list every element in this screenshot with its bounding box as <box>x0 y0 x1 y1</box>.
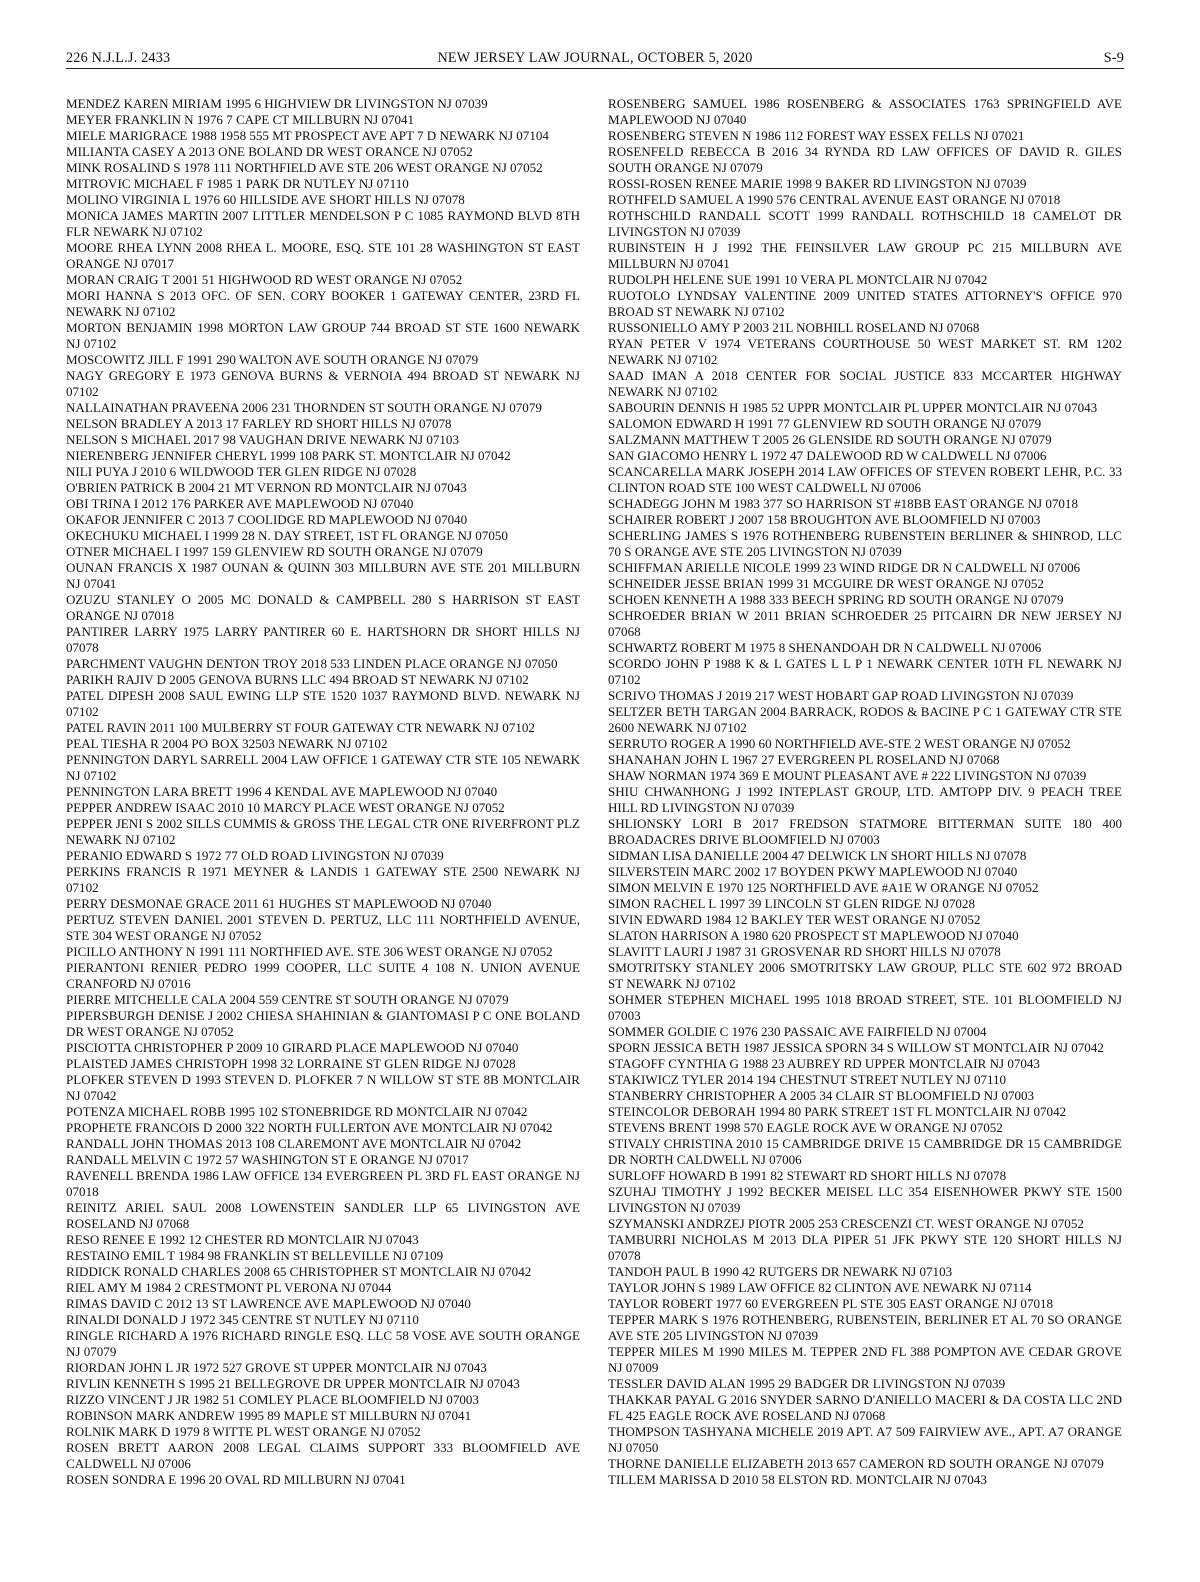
attorney-entry: SCHNEIDER JESSE BRIAN 1999 31 MCGUIRE DR WEST ORANGE NJ 07052 <box>608 576 1044 591</box>
attorney-entry: OBI TRINA I 2012 176 PARKER AVE MAPLEWOOD NJ 07040 <box>66 496 414 511</box>
attorney-entry: RIDDICK RONALD CHARLES 2008 65 CHRISTOPHER ST MONTCLAIR NJ 07042 <box>66 1264 532 1279</box>
attorney-entry: RUOTOLO LYNDSAY VALENTINE 2009 UNITED STATES ATTORNEY'S OFFICE 970 BROAD ST NEWARK NJ 07102 <box>608 288 1122 319</box>
attorney-entry: MINK ROSALIND S 1978 111 NORTHFIELD AVE STE 206 WEST ORANGE NJ 07052 <box>66 160 543 175</box>
attorney-entry: THOMPSON TASHYANA MICHELE 2019 APT. A7 509 FAIRVIEW AVE., APT. A7 ORANGE NJ 07050 <box>608 1424 1122 1455</box>
attorney-entry: SAAD IMAN A 2018 CENTER FOR SOCIAL JUSTICE 833 MCCARTER HIGHWAY NEWARK NJ 07102 <box>608 368 1122 399</box>
attorney-entry: NALLAINATHAN PRAVEENA 2006 231 THORNDEN ST SOUTH ORANGE NJ 07079 <box>66 400 542 415</box>
attorney-entry: SMOTRITSKY STANLEY 2006 SMOTRITSKY LAW GROUP, PLLC STE 602 972 BROAD ST NEWARK NJ 07102 <box>608 960 1122 991</box>
attorney-entry: OZUZU STANLEY O 2005 MC DONALD & CAMPBELL 280 S HARRISON ST EAST ORANGE NJ 07018 <box>66 592 580 623</box>
attorney-entry: TILLEM MARISSA D 2010 58 ELSTON RD. MONTCLAIR NJ 07043 <box>608 1472 987 1487</box>
attorney-entry: SILVERSTEIN MARC 2002 17 BOYDEN PKWY MAPLEWOOD NJ 07040 <box>608 864 1018 879</box>
attorney-entry: SALZMANN MATTHEW T 2005 26 GLENSIDE RD SOUTH ORANGE NJ 07079 <box>608 432 1052 447</box>
right-column <box>608 96 1122 1488</box>
attorney-entry: NELSON S MICHAEL 2017 98 VAUGHAN DRIVE NEWARK NJ 07103 <box>66 432 459 447</box>
attorney-entry: PIERANTONI RENIER PEDRO 1999 COOPER, LLC SUITE 4 108 N. UNION AVENUE CRANFORD NJ 07016 <box>66 960 580 991</box>
header-citation: 226 N.J.L.J. 2433 <box>66 50 171 66</box>
attorney-entry: PERRY DESMONAE GRACE 2011 61 HUGHES ST MAPLEWOOD NJ 07040 <box>66 896 492 911</box>
attorney-entry: RIVLIN KENNETH S 1995 21 BELLEGROVE DR UPPER MONTCLAIR NJ 07043 <box>66 1376 520 1391</box>
attorney-entry: SIMON RACHEL L 1997 39 LINCOLN ST GLEN RIDGE NJ 07028 <box>608 896 975 911</box>
attorney-entry: SHIU CHWANHONG J 1992 INTEPLAST GROUP, LTD. AMTOPP DIV. 9 PEACH TREE HILL RD LIVINGSTON NJ 07039 <box>608 784 1122 815</box>
attorney-entry: SCRIVO THOMAS J 2019 217 WEST HOBART GAP ROAD LIVINGSTON NJ 07039 <box>608 688 1074 703</box>
attorney-entry: SZUHAJ TIMOTHY J 1992 BECKER MEISEL LLC 354 EISENHOWER PKWY STE 1500 LIVINGSTON NJ 07039 <box>608 1184 1122 1215</box>
attorney-entry: TAYLOR JOHN S 1989 LAW OFFICE 82 CLINTON AVE NEWARK NJ 07114 <box>608 1280 1032 1295</box>
attorney-entry: PERTUZ STEVEN DANIEL 2001 STEVEN D. PERTUZ, LLC 111 NORTHFIELD AVENUE, STE 304 WEST ORANGE NJ 07052 <box>66 912 580 943</box>
running-header <box>66 50 1124 69</box>
attorney-entry: RANDALL JOHN THOMAS 2013 108 CLAREMONT AVE MONTCLAIR NJ 07042 <box>66 1136 522 1151</box>
attorney-entry: RESO RENEE E 1992 12 CHESTER RD MONTCLAIR NJ 07043 <box>66 1232 419 1247</box>
attorney-entry: NILI PUYA J 2010 6 WILDWOOD TER GLEN RIDGE NJ 07028 <box>66 464 417 479</box>
attorney-entry: SELTZER BETH TARGAN 2004 BARRACK, RODOS & BACINE P C 1 GATEWAY CTR STE 2600 NEWARK NJ 07102 <box>608 704 1122 735</box>
attorney-entry: RINGLE RICHARD A 1976 RICHARD RINGLE ESQ. LLC 58 VOSE AVE SOUTH ORANGE NJ 07079 <box>66 1328 580 1359</box>
attorney-entry: MORAN CRAIG T 2001 51 HIGHWOOD RD WEST ORANGE NJ 07052 <box>66 272 463 287</box>
attorney-entry: RIZZO VINCENT J JR 1982 51 COMLEY PLACE BLOOMFIELD NJ 07003 <box>66 1392 479 1407</box>
attorney-entry: RINALDI DONALD J 1972 345 CENTRE ST NUTLEY NJ 07110 <box>66 1312 419 1327</box>
attorney-entry: SHANAHAN JOHN L 1967 27 EVERGREEN PL ROSELAND NJ 07068 <box>608 752 1000 767</box>
attorney-entry: RIMAS DAVID C 2012 13 ST LAWRENCE AVE MAPLEWOOD NJ 07040 <box>66 1296 471 1311</box>
attorney-entry: SLAVITT LAURI J 1987 31 GROSVENAR RD SHORT HILLS NJ 07078 <box>608 944 1001 959</box>
attorney-entry: SURLOFF HOWARD B 1991 82 STEWART RD SHORT HILLS NJ 07078 <box>608 1168 1007 1183</box>
attorney-entry: TAMBURRI NICHOLAS M 2013 DLA PIPER 51 JFK PKWY STE 120 SHORT HILLS NJ 07078 <box>608 1232 1122 1263</box>
attorney-entry: PENNINGTON LARA BRETT 1996 4 KENDAL AVE MAPLEWOOD NJ 07040 <box>66 784 498 799</box>
attorney-entry: MORTON BENJAMIN 1998 MORTON LAW GROUP 744 BROAD ST STE 1600 NEWARK NJ 07102 <box>66 320 580 351</box>
attorney-entry: SCHWARTZ ROBERT M 1975 8 SHENANDOAH DR N CALDWELL NJ 07006 <box>608 640 1042 655</box>
attorney-entry: SCHERLING JAMES S 1976 ROTHENBERG RUBENSTEIN BERLINER & SHINROD, LLC 70 S ORANGE AVE STE 205 LIVINGSTON NJ 07039 <box>608 528 1122 559</box>
attorney-entry: MOSCOWITZ JILL F 1991 290 WALTON AVE SOUTH ORANGE NJ 07079 <box>66 352 479 367</box>
attorney-entry: SCHROEDER BRIAN W 2011 BRIAN SCHROEDER 25 PITCAIRN DR NEW JERSEY NJ 07068 <box>608 608 1122 639</box>
attorney-entry: ROSSI-ROSEN RENEE MARIE 1998 9 BAKER RD LIVINGSTON NJ 07039 <box>608 176 1027 191</box>
attorney-entry: SLATON HARRISON A 1980 620 PROSPECT ST MAPLEWOOD NJ 07040 <box>608 928 1019 943</box>
attorney-entry: SCHADEGG JOHN M 1983 377 SO HARRISON ST #18BB EAST ORANGE NJ 07018 <box>608 496 1078 511</box>
attorney-entry: STAGOFF CYNTHIA G 1988 23 AUBREY RD UPPER MONTCLAIR NJ 07043 <box>608 1056 1040 1071</box>
attorney-entry: PATEL DIPESH 2008 SAUL EWING LLP STE 1520 1037 RAYMOND BLVD. NEWARK NJ 07102 <box>66 688 580 719</box>
attorney-entry: SPORN JESSICA BETH 1987 JESSICA SPORN 34 S WILLOW ST MONTCLAIR NJ 07042 <box>608 1040 1104 1055</box>
attorney-entry: STEINCOLOR DEBORAH 1994 80 PARK STREET 1ST FL MONTCLAIR NJ 07042 <box>608 1104 1067 1119</box>
attorney-entry: PARCHMENT VAUGHN DENTON TROY 2018 533 LINDEN PLACE ORANGE NJ 07050 <box>66 656 558 671</box>
attorney-entry: RIORDAN JOHN L JR 1972 527 GROVE ST UPPER MONTCLAIR NJ 07043 <box>66 1360 487 1375</box>
attorney-entry: RUDOLPH HELENE SUE 1991 10 VERA PL MONTCLAIR NJ 07042 <box>608 272 988 287</box>
attorney-entry: ROBINSON MARK ANDREW 1995 89 MAPLE ST MILLBURN NJ 07041 <box>66 1408 472 1423</box>
attorney-entry: SCHIFFMAN ARIELLE NICOLE 1999 23 WIND RIDGE DR N CALDWELL NJ 07006 <box>608 560 1081 575</box>
attorney-entry: OUNAN FRANCIS X 1987 OUNAN & QUINN 303 MILLBURN AVE STE 201 MILLBURN NJ 07041 <box>66 560 580 591</box>
attorney-entry: ROSEN SONDRA E 1996 20 OVAL RD MILLBURN NJ 07041 <box>66 1472 406 1487</box>
attorney-entry: SCHOEN KENNETH A 1988 333 BEECH SPRING RD SOUTH ORANGE NJ 07079 <box>608 592 1064 607</box>
attorney-entry: PLOFKER STEVEN D 1993 STEVEN D. PLOFKER 7 N WILLOW ST STE 8B MONTCLAIR NJ 07042 <box>66 1072 580 1103</box>
attorney-entry: PROPHETE FRANCOIS D 2000 322 NORTH FULLERTON AVE MONTCLAIR NJ 07042 <box>66 1120 553 1135</box>
attorney-entry: SHLIONSKY LORI B 2017 FREDSON STATMORE BITTERMAN SUITE 180 400 BROADACRES DRIVE BLOOMFIELD NJ 07003 <box>608 816 1122 847</box>
attorney-entry: PARIKH RAJIV D 2005 GENOVA BURNS LLC 494 BROAD ST NEWARK NJ 07102 <box>66 672 529 687</box>
attorney-entry: MITROVIC MICHAEL F 1985 1 PARK DR NUTLEY NJ 07110 <box>66 176 409 191</box>
attorney-entry: STEVENS BRENT 1998 570 EAGLE ROCK AVE W ORANGE NJ 07052 <box>608 1120 1003 1135</box>
attorney-entry: RANDALL MELVIN C 1972 57 WASHINGTON ST E ORANGE NJ 07017 <box>66 1152 469 1167</box>
attorney-entry: PEPPER ANDREW ISAAC 2010 10 MARCY PLACE WEST ORANGE NJ 07052 <box>66 800 505 815</box>
attorney-entry: NIERENBERG JENNIFER CHERYL 1999 108 PARK ST. MONTCLAIR NJ 07042 <box>66 448 511 463</box>
attorney-entry: PIPERSBURGH DENISE J 2002 CHIESA SHAHINIAN & GIANTOMASI P C ONE BOLAND DR WEST ORANGE NJ 07052 <box>66 1008 580 1039</box>
attorney-entry: ROSENBERG STEVEN N 1986 112 FOREST WAY ESSEX FELLS NJ 07021 <box>608 128 1025 143</box>
attorney-entry: SIDMAN LISA DANIELLE 2004 47 DELWICK LN SHORT HILLS NJ 07078 <box>608 848 1027 863</box>
attorney-entry: TESSLER DAVID ALAN 1995 29 BADGER DR LIVINGSTON NJ 07039 <box>608 1376 1006 1391</box>
attorney-entry: MEYER FRANKLIN N 1976 7 CAPE CT MILLBURN NJ 07041 <box>66 112 415 127</box>
attorney-entry: OKECHUKU MICHAEL I 1999 28 N. DAY STREET, 1ST FL ORANGE NJ 07050 <box>66 528 508 543</box>
attorney-entry: SALOMON EDWARD H 1991 77 GLENVIEW RD SOUTH ORANGE NJ 07079 <box>608 416 1042 431</box>
attorney-entry: MIELE MARIGRACE 1988 1958 555 MT PROSPECT AVE APT 7 D NEWARK NJ 07104 <box>66 128 549 143</box>
attorney-entry: ROSENBERG SAMUEL 1986 ROSENBERG & ASSOCIATES 1763 SPRINGFIELD AVE MAPLEWOOD NJ 07040 <box>608 96 1122 127</box>
header-page-number: S-9 <box>1103 50 1124 66</box>
attorney-entry: PEPPER JENI S 2002 SILLS CUMMIS & GROSS THE LEGAL CTR ONE RIVERFRONT PLZ NEWARK NJ 07102 <box>66 816 580 847</box>
attorney-entry: PEAL TIESHA R 2004 PO BOX 32503 NEWARK NJ 07102 <box>66 736 388 751</box>
attorney-entry: REINITZ ARIEL SAUL 2008 LOWENSTEIN SANDLER LLP 65 LIVINGSTON AVE ROSELAND NJ 07068 <box>66 1200 580 1231</box>
attorney-entry: SOHMER STEPHEN MICHAEL 1995 1018 BROAD STREET, STE. 101 BLOOMFIELD NJ 07003 <box>608 992 1122 1023</box>
attorney-entry: STANBERRY CHRISTOPHER A 2005 34 CLAIR ST BLOOMFIELD NJ 07003 <box>608 1088 1035 1103</box>
attorney-entry: ROTHSCHILD RANDALL SCOTT 1999 RANDALL ROTHSCHILD 18 CAMELOT DR LIVINGSTON NJ 07039 <box>608 208 1122 239</box>
attorney-entry: O'BRIEN PATRICK B 2004 21 MT VERNON RD MONTCLAIR NJ 07043 <box>66 480 467 495</box>
attorney-entry: SCORDO JOHN P 1988 K & L GATES L L P 1 NEWARK CENTER 10TH FL NEWARK NJ 07102 <box>608 656 1122 687</box>
attorney-entry: PICILLO ANTHONY N 1991 111 NORTHFIED AVE. STE 306 WEST ORANGE NJ 07052 <box>66 944 553 959</box>
attorney-entry: OKAFOR JENNIFER C 2013 7 COOLIDGE RD MAPLEWOOD NJ 07040 <box>66 512 468 527</box>
attorney-entry: SIMON MELVIN E 1970 125 NORTHFIELD AVE #A1E W ORANGE NJ 07052 <box>608 880 1039 895</box>
attorney-entry: MENDEZ KAREN MIRIAM 1995 6 HIGHVIEW DR LIVINGSTON NJ 07039 <box>66 96 488 111</box>
attorney-entry: MOORE RHEA LYNN 2008 RHEA L. MOORE, ESQ. STE 101 28 WASHINGTON ST EAST ORANGE NJ 07017 <box>66 240 580 271</box>
attorney-entry: RIEL AMY M 1984 2 CRESTMONT PL VERONA NJ 07044 <box>66 1280 392 1295</box>
attorney-entry: TEPPER MARK S 1976 ROTHENBERG, RUBENSTEIN, BERLINER ET AL 70 SO ORANGE AVE STE 205 LIVINGSTON NJ 07039 <box>608 1312 1122 1343</box>
attorney-entry: RESTAINO EMIL T 1984 98 FRANKLIN ST BELLEVILLE NJ 07109 <box>66 1248 444 1263</box>
attorney-entry: TEPPER MILES M 1990 MILES M. TEPPER 2ND FL 388 POMPTON AVE CEDAR GROVE NJ 07009 <box>608 1344 1122 1375</box>
attorney-entry: SHAW NORMAN 1974 369 E MOUNT PLEASANT AVE # 222 LIVINGSTON NJ 07039 <box>608 768 1087 783</box>
attorney-entry: SERRUTO ROGER A 1990 60 NORTHFIELD AVE-STE 2 WEST ORANGE NJ 07052 <box>608 736 1071 751</box>
attorney-entry: RUSSONIELLO AMY P 2003 21L NOBHILL ROSELAND NJ 07068 <box>608 320 980 335</box>
attorney-entry: MOLINO VIRGINIA L 1976 60 HILLSIDE AVE SHORT HILLS NJ 07078 <box>66 192 465 207</box>
left-column <box>66 96 580 1488</box>
attorney-entry: RYAN PETER V 1974 VETERANS COURTHOUSE 50 WEST MARKET ST. RM 1202 NEWARK NJ 07102 <box>608 336 1122 367</box>
attorney-entry: PLAISTED JAMES CHRISTOPH 1998 32 LORRAINE ST GLEN RIDGE NJ 07028 <box>66 1056 516 1071</box>
attorney-entry: MILIANTA CASEY A 2013 ONE BOLAND DR WEST ORANCE NJ 07052 <box>66 144 473 159</box>
attorney-entry: STAKIWICZ TYLER 2014 194 CHESTNUT STREET NUTLEY NJ 07110 <box>608 1072 1007 1087</box>
attorney-entry: OTNER MICHAEL I 1997 159 GLENVIEW RD SOUTH ORANGE NJ 07079 <box>66 544 483 559</box>
attorney-entry: SABOURIN DENNIS H 1985 52 UPPR MONTCLAIR PL UPPER MONTCLAIR NJ 07043 <box>608 400 1098 415</box>
header-publication: NEW JERSEY LAW JOURNAL, OCTOBER 5, 2020 <box>437 50 753 66</box>
attorney-entry: RAVENELL BRENDA 1986 LAW OFFICE 134 EVERGREEN PL 3RD FL EAST ORANGE NJ 07018 <box>66 1168 580 1199</box>
attorney-entry: SAN GIACOMO HENRY L 1972 47 DALEWOOD RD W CALDWELL NJ 07006 <box>608 448 1047 463</box>
attorney-entry: NELSON BRADLEY A 2013 17 FARLEY RD SHORT HILLS NJ 07078 <box>66 416 452 431</box>
attorney-entry: SCANCARELLA MARK JOSEPH 2014 LAW OFFICES OF STEVEN ROBERT LEHR, P.C. 33 CLINTON ROAD STE 100 WEST CALDWELL NJ 07006 <box>608 464 1122 495</box>
attorney-entry: RUBINSTEIN H J 1992 THE FEINSILVER LAW GROUP PC 215 MILLBURN AVE MILLBURN NJ 07041 <box>608 240 1122 271</box>
attorney-entry: ROLNIK MARK D 1979 8 WITTE PL WEST ORANGE NJ 07052 <box>66 1424 421 1439</box>
attorney-entry: SCHAIRER ROBERT J 2007 158 BROUGHTON AVE BLOOMFIELD NJ 07003 <box>608 512 1041 527</box>
attorney-entry: PANTIRER LARRY 1975 LARRY PANTIRER 60 E. HARTSHORN DR SHORT HILLS NJ 07078 <box>66 624 580 655</box>
attorney-entry: PENNINGTON DARYL SARRELL 2004 LAW OFFICE 1 GATEWAY CTR STE 105 NEWARK NJ 07102 <box>66 752 580 783</box>
attorney-entry: TANDOH PAUL B 1990 42 RUTGERS DR NEWARK NJ 07103 <box>608 1264 953 1279</box>
attorney-entry: POTENZA MICHAEL ROBB 1995 102 STONEBRIDGE RD MONTCLAIR NJ 07042 <box>66 1104 528 1119</box>
attorney-entry: PISCIOTTA CHRISTOPHER P 2009 10 GIRARD PLACE MAPLEWOOD NJ 07040 <box>66 1040 519 1055</box>
attorney-entry: THAKKAR PAYAL G 2016 SNYDER SARNO D'ANIELLO MACERI & DA COSTA LLC 2ND FL 425 EAGLE ROCK AVE ROSELAND NJ 07068 <box>608 1392 1122 1423</box>
attorney-entry: ROSENFELD REBECCA B 2016 34 RYNDA RD LAW OFFICES OF DAVID R. GILES SOUTH ORANGE NJ 07079 <box>608 144 1122 175</box>
attorney-entry: ROTHFELD SAMUEL A 1990 576 CENTRAL AVENUE EAST ORANGE NJ 07018 <box>608 192 1061 207</box>
attorney-entry: PERANIO EDWARD S 1972 77 OLD ROAD LIVINGSTON NJ 07039 <box>66 848 444 863</box>
attorney-entry: SOMMER GOLDIE C 1976 230 PASSAIC AVE FAIRFIELD NJ 07004 <box>608 1024 987 1039</box>
attorney-entry: SZYMANSKI ANDRZEJ PIOTR 2005 253 CRESCENZI CT. WEST ORANGE NJ 07052 <box>608 1216 1084 1231</box>
attorney-entry: NAGY GREGORY E 1973 GENOVA BURNS & VERNOIA 494 BROAD ST NEWARK NJ 07102 <box>66 368 580 399</box>
attorney-entry: TAYLOR ROBERT 1977 60 EVERGREEN PL STE 305 EAST ORANGE NJ 07018 <box>608 1296 1054 1311</box>
attorney-entry: STIVALY CHRISTINA 2010 15 CAMBRIDGE DRIVE 15 CAMBRIDGE DR 15 CAMBRIDGE DR NORTH CALDWELL NJ 07006 <box>608 1136 1122 1167</box>
attorney-entry: PATEL RAVIN 2011 100 MULBERRY ST FOUR GATEWAY CTR NEWARK NJ 07102 <box>66 720 535 735</box>
attorney-entry: SIVIN EDWARD 1984 12 BAKLEY TER WEST ORANGE NJ 07052 <box>608 912 981 927</box>
attorney-entry: THORNE DANIELLE ELIZABETH 2013 657 CAMERON RD SOUTH ORANGE NJ 07079 <box>608 1456 1104 1471</box>
attorney-entry: PIERRE MITCHELLE CALA 2004 559 CENTRE ST SOUTH ORANGE NJ 07079 <box>66 992 509 1007</box>
attorney-entry: ROSEN BRETT AARON 2008 LEGAL CLAIMS SUPPORT 333 BLOOMFIELD AVE CALDWELL NJ 07006 <box>66 1440 580 1471</box>
attorney-entry: MONICA JAMES MARTIN 2007 LITTLER MENDELSON P C 1085 RAYMOND BLVD 8TH FLR NEWARK NJ 07102 <box>66 208 580 239</box>
attorney-entry: PERKINS FRANCIS R 1971 MEYNER & LANDIS 1 GATEWAY STE 2500 NEWARK NJ 07102 <box>66 864 580 895</box>
attorney-entry: MORI HANNA S 2013 OFC. OF SEN. CORY BOOKER 1 GATEWAY CENTER, 23RD FL NEWARK NJ 07102 <box>66 288 580 319</box>
